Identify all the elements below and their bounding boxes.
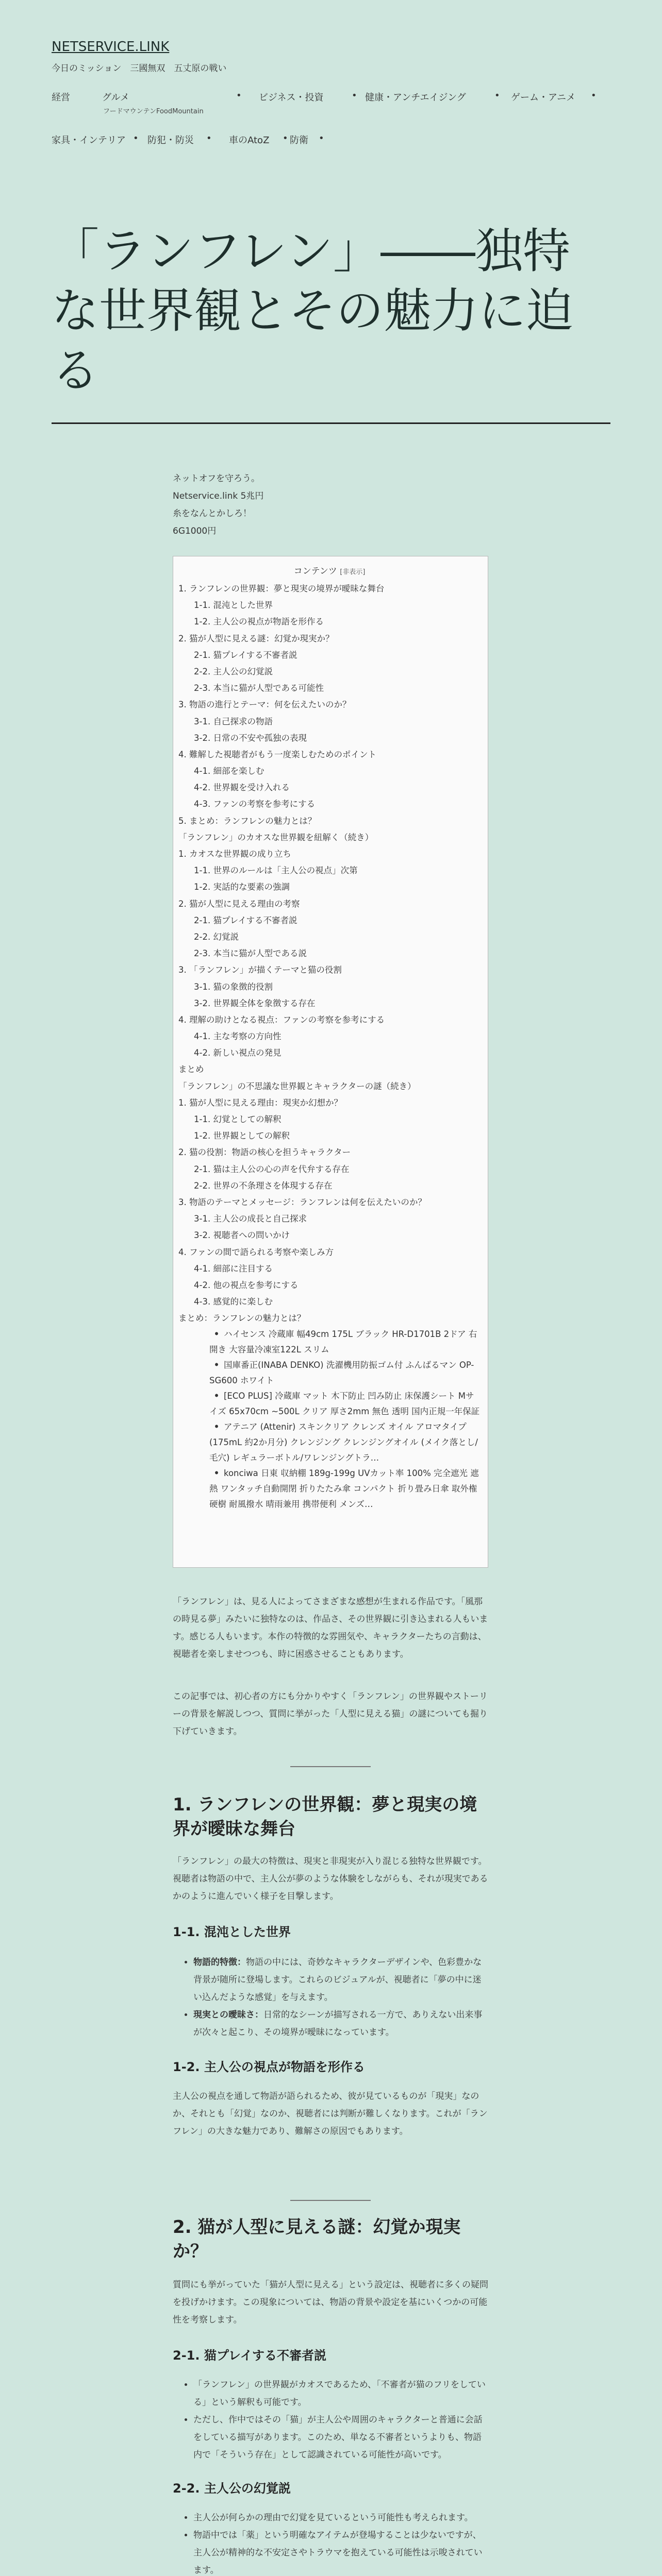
toc-link[interactable]: 4-1. 細部に注目する — [194, 1263, 273, 1274]
toc-link[interactable]: 3-2. 視聴者への問いかけ — [194, 1230, 290, 1241]
list-item: • 物語中では「薬」という明確なアイテムが登場することは少ないですが、主人公が精神的な不安定さやトラウマを抱えている可能性は示唆されています。 — [193, 2527, 488, 2576]
nav-bullet: • — [283, 133, 288, 144]
nav-item-game-anime[interactable]: ゲーム・アニメ — [511, 92, 576, 103]
site-description: 今日のミッション 三國無双 五丈原の戦い — [52, 63, 227, 74]
toc-list — [178, 581, 481, 1327]
subsection-heading: 2-2. 主人公の幻覚説 — [173, 2481, 291, 2496]
nav-item-keiei[interactable]: 経営 — [52, 92, 70, 103]
nav-item-business[interactable]: ビジネス・投資 — [259, 92, 324, 103]
toc-link[interactable]: 「ランフレン」のカオスな世界観を紐解く（続き） — [178, 832, 374, 842]
bullet-icon: • — [213, 1391, 220, 1401]
toc-link[interactable]: 3. 物語の進行とテーマ：何を伝えたいのか？ — [178, 700, 351, 710]
bullet-list — [173, 2509, 488, 2576]
nav-bullet: • — [494, 90, 500, 101]
product-link[interactable]: 国庫番正(INABA DENKO) 洗濯機用防振ゴム付 ふんばるマン OP-SG600 ホワイト — [209, 1360, 474, 1386]
toc-link[interactable]: 2-1. 猫プレイする不審者説 — [194, 915, 297, 925]
toc-link[interactable]: 4-1. 細部を楽しむ — [194, 766, 264, 776]
toc-link[interactable]: 2-2. 主人公の幻覚説 — [194, 666, 273, 676]
bullet-icon: • — [213, 1422, 220, 1432]
toc-link[interactable]: 1-1. 幻覚としての解釈 — [194, 1114, 282, 1124]
toc-link[interactable]: 3. 物語のテーマとメッセージ：ランフレンは何を伝えたいのか？ — [178, 1197, 426, 1207]
toc-link[interactable]: 1-1. 世界のルールは「主人公の視点」次第 — [194, 866, 358, 876]
toc-link[interactable]: 3-1. 主人公の成長と自己探求 — [194, 1214, 307, 1224]
toc-link[interactable]: 3-2. 世界観全体を象徴する存在 — [194, 998, 316, 1008]
toc-link[interactable]: 3-1. 自己探求の物語 — [194, 716, 273, 726]
toc-link[interactable]: 1-2. 世界観としての解釈 — [194, 1131, 290, 1141]
toc-link[interactable]: 4-2. 他の視点を参考にする — [194, 1280, 299, 1290]
title-divider — [52, 422, 610, 424]
toc-link[interactable]: 5. まとめ：ランフレンの魅力とは？ — [178, 816, 317, 826]
section-divider — [290, 1766, 371, 1767]
nav-item-bouhan[interactable]: 防犯・防災 — [147, 135, 194, 146]
toc-header — [178, 564, 481, 577]
subsection-heading: 1-2. 主人公の視点が物語を形作る — [173, 2060, 365, 2074]
nav-subitem-foodmountain[interactable]: フードマウンテンFoodMountain — [103, 108, 204, 115]
toc-link[interactable]: 4. 難解した視聴者がもう一度楽しむためのポイント — [178, 749, 376, 759]
section-heading: 1. ランフレンの世界観：夢と現実の境界が曖昧な舞台 — [173, 1794, 477, 1839]
toc-link[interactable]: まとめ：ランフレンの魅力とは？ — [178, 1313, 306, 1324]
table-of-contents — [173, 556, 488, 1568]
toc-link[interactable]: 3-1. 猫の象徴的役割 — [194, 981, 273, 992]
intro-line: 6G1000円 — [173, 526, 217, 536]
bullet-lead-term: 物語的特徴： — [193, 1957, 246, 1968]
list-item: • 主人公が何らかの理由で幻覚を見ているという可能性も考えられます。 — [193, 2509, 488, 2527]
toc-link[interactable]: 2-2. 世界の不条理さを体現する存在 — [194, 1180, 333, 1191]
toc-link[interactable]: 2. 猫の役割：物語の核心を担うキャラクター — [178, 1147, 351, 1158]
toc-product-item[interactable] — [178, 1358, 481, 1388]
list-item: • 「ランフレン」の世界観がカオスであるため、「不審者が猫のフリをしている」という解釈も可能です。 — [193, 2376, 488, 2411]
toc-link[interactable]: 4-2. 世界観を受け入れる — [194, 783, 290, 793]
toc-link[interactable]: 3. 「ランフレン」が描くテーマと猫の役割 — [178, 965, 342, 975]
intro-line: 糸をなんとかしろ！ — [173, 509, 252, 519]
section-heading: 2. 猫が人型に見える謎：幻覚か現実か？ — [173, 2217, 461, 2262]
article-intro-2 — [173, 1688, 488, 1740]
subsection-heading: 1-1. 混沌とした世界 — [173, 1925, 291, 1939]
toc-link[interactable]: 2-3. 本当に猫が人型である説 — [194, 948, 307, 959]
section-divider — [290, 2200, 371, 2201]
paragraph: 「ランフレン」の最大の特徴は、現実と非現実が入り混じる独特な世界観です。視聴者は物語の中で、主人公が夢のような体験をしながらも、それが現実であるかのように進んでいく様子を目撃します。 — [173, 1856, 488, 1902]
intro-line: Netservice.link 5兆円 — [173, 491, 264, 501]
list-item: • 現実との曖昧さ：日常的なシーンが描写される一方で、ありえない出来事が次々と起こり、その境界が曖昧になっています。 — [193, 2006, 488, 2041]
nav-bullet: • — [236, 90, 242, 101]
toc-link[interactable]: 2-1. 猫は主人公の心の声を代弁する存在 — [194, 1164, 350, 1174]
toc-link[interactable]: 1. カオスな世界観の成り立ち — [178, 849, 291, 859]
toc-link[interactable]: 4-1. 主な考察の方向性 — [194, 1031, 282, 1042]
toc-link[interactable]: 4-3. 感覚的に楽しむ — [194, 1297, 273, 1307]
product-link[interactable]: アテニア (Attenir) スキンクリア クレンズ オイル アロマタイプ (175mL 約2か月分) クレンジング クレンジングオイル (メイク落とし/毛穴) レギュラーボトル/ワレンジングトラ… — [209, 1422, 478, 1463]
toc-link[interactable]: 4-3. ファンの考察を参考にする — [194, 799, 316, 809]
nav-bullet: • — [319, 133, 324, 144]
nav-bullet: • — [352, 90, 357, 101]
paragraph: 質問にも挙がっていた「猫が人型に見える」という設定は、視聴者に多くの疑問を投げかけます。この現象については、物語の背景や設定を基にいくつかの可能性を考察します。 — [173, 2280, 488, 2325]
bullet-list — [173, 1954, 488, 2041]
nav-item-furniture[interactable]: 家具・インテリア — [52, 135, 126, 146]
nav-bullet: • — [206, 133, 212, 144]
site-title-link[interactable]: NETSERVICE.LINK — [52, 39, 170, 55]
section-2 — [173, 2215, 488, 2576]
intro-block — [173, 470, 492, 540]
toc-link[interactable]: 3-2. 日常の不安や孤独の表現 — [194, 733, 307, 743]
nav-item-cars[interactable]: 車のAtoZ — [229, 135, 270, 146]
toc-link[interactable]: 2-1. 猫プレイする不審者説 — [194, 650, 297, 660]
toc-link[interactable]: 4. 理解の助けとなる視点：ファンの考察を参考にする — [178, 1014, 385, 1025]
toc-link[interactable]: 2. 猫が人型に見える謎：幻覚か現実か？ — [178, 633, 334, 643]
intro-line: ネットオフを守ろう。 — [173, 473, 260, 484]
post-title: 「ランフレン」――独特な世界観とその魅力に迫る — [52, 224, 574, 398]
nav-bullet: • — [133, 133, 139, 144]
toc-product-item[interactable] — [178, 1388, 481, 1419]
list-item: • 物語的特徴：物語の中には、奇妙なキャラクターデザインや、色彩豊かな背景が随所に登場します。これらのビジュアルが、視聴者に「夢の中に迷い込んだような感覚」を与えます。 — [193, 1954, 488, 2006]
toc-toggle-button[interactable]: [非表示] — [340, 568, 366, 576]
bullet-list — [173, 2376, 488, 2464]
section-1 — [173, 1793, 488, 2140]
article-intro — [173, 1593, 488, 1663]
product-link[interactable]: konciwa 日東 収納棚 189g-199g UVカット率 100% 完全遮光 遮熱 ワンタッチ自動開閉 折りたたみ傘 コンパクト 折り畳み日傘 取外権硬樹 耐風撥水 晴雨兼用 携帯便利 メンズ… — [209, 1468, 479, 1510]
toc-product-list — [178, 1327, 481, 1512]
paragraph: 主人公の視点を通して物語が語られるため、彼が見ているものが「現実」なのか、それとも「幻覚」なのか、視聴者には判断が難しくなります。これが「ランフレン」の大きな魅力であり、難解さの原因でもあります。 — [173, 2091, 488, 2137]
toc-link[interactable]: 4. ファンの間で語られる考察や楽しみ方 — [178, 1247, 334, 1257]
toc-link[interactable]: まとめ — [178, 1064, 204, 1075]
toc-link[interactable]: 2. 猫が人型に見える理由の考察 — [178, 899, 300, 909]
bullet-icon: • — [213, 1468, 220, 1479]
site-header — [52, 39, 610, 74]
bullet-icon: • — [213, 1329, 220, 1340]
paragraph: 「ランフレン」は、見る人によってさまざまな感想が生まれる作品です。「風那の時見る夢」みたいに独特なのは、作品さ、その世界観に引き込まれる人もいます。感じる人もいます。本作の特徴的な雰囲気や、キャラクターたちの言動は、視聴者を楽しませつつも、時に困惑させることもあります。 — [173, 1597, 488, 1659]
product-link[interactable]: ハイセンス 冷蔵庫 幅49cm 175L ブラック HR-D1701B 2ドア 右開き 大容量冷凍室122L スリム — [209, 1329, 477, 1355]
bullet-lead-term: 現実との曖昧さ： — [193, 2010, 263, 2020]
nav-item-health[interactable]: 健康・アンチエイジング — [365, 92, 466, 103]
list-item: • ただし、作中ではその「猫」が主人公や周囲のキャラクターと普通に会話をしている描写があります。このため、単なる不審者というよりも、物語内で「そういう存在」として認識されている可能性が高いです。 — [193, 2411, 488, 2464]
toc-product-item[interactable] — [178, 1466, 481, 1512]
toc-link[interactable]: 1. ランフレンの世界観：夢と現実の境界が曖昧な舞台 — [178, 584, 385, 594]
toc-title: コンテンツ — [293, 566, 337, 577]
toc-link[interactable]: 1. 猫が人型に見える理由：現実か幻想か？ — [178, 1097, 342, 1108]
toc-product-item[interactable] — [178, 1419, 481, 1466]
subsection-heading: 2-1. 猫プレイする不審者説 — [173, 2348, 326, 2363]
product-link[interactable]: [ECO PLUS] 冷蔵庫 マット 木下防止 凹み防止 床保護シート Mサイズ 65x70cm ~500L クリア 厚さ2mm 無色 透明 国内正規一年保証 — [209, 1391, 480, 1417]
toc-link[interactable]: 2-2. 幻覚説 — [194, 931, 239, 942]
toc-link[interactable]: 2-3. 本当に猫が人型である可能性 — [194, 683, 324, 693]
toc-link[interactable]: 4-2. 新しい視点の発見 — [194, 1048, 282, 1058]
toc-link[interactable]: 1-1. 混沌とした世界 — [194, 600, 273, 611]
toc-link[interactable]: 「ランフレン」の不思議な世界観とキャラクターの謎（続き） — [178, 1081, 416, 1091]
nav-item-defense[interactable]: 防衛 — [290, 135, 308, 146]
toc-product-item[interactable] — [178, 1327, 481, 1358]
toc-link[interactable]: 1-2. 実話的な要素の強調 — [194, 882, 290, 892]
toc-link[interactable]: 1-2. 主人公の視点が物語を形作る — [194, 617, 324, 627]
nav-bullet: • — [591, 90, 597, 101]
bullet-icon: • — [213, 1360, 220, 1370]
nav-item-gourmet[interactable]: グルメ — [102, 92, 129, 103]
paragraph: この記事では、初心者の方にも分かりやすく「ランフレン」の世界観やストーリーの背景を解説しつつ、質問に挙がった「人型に見える猫」の謎についても掘り下げていきます。 — [173, 1691, 488, 1737]
